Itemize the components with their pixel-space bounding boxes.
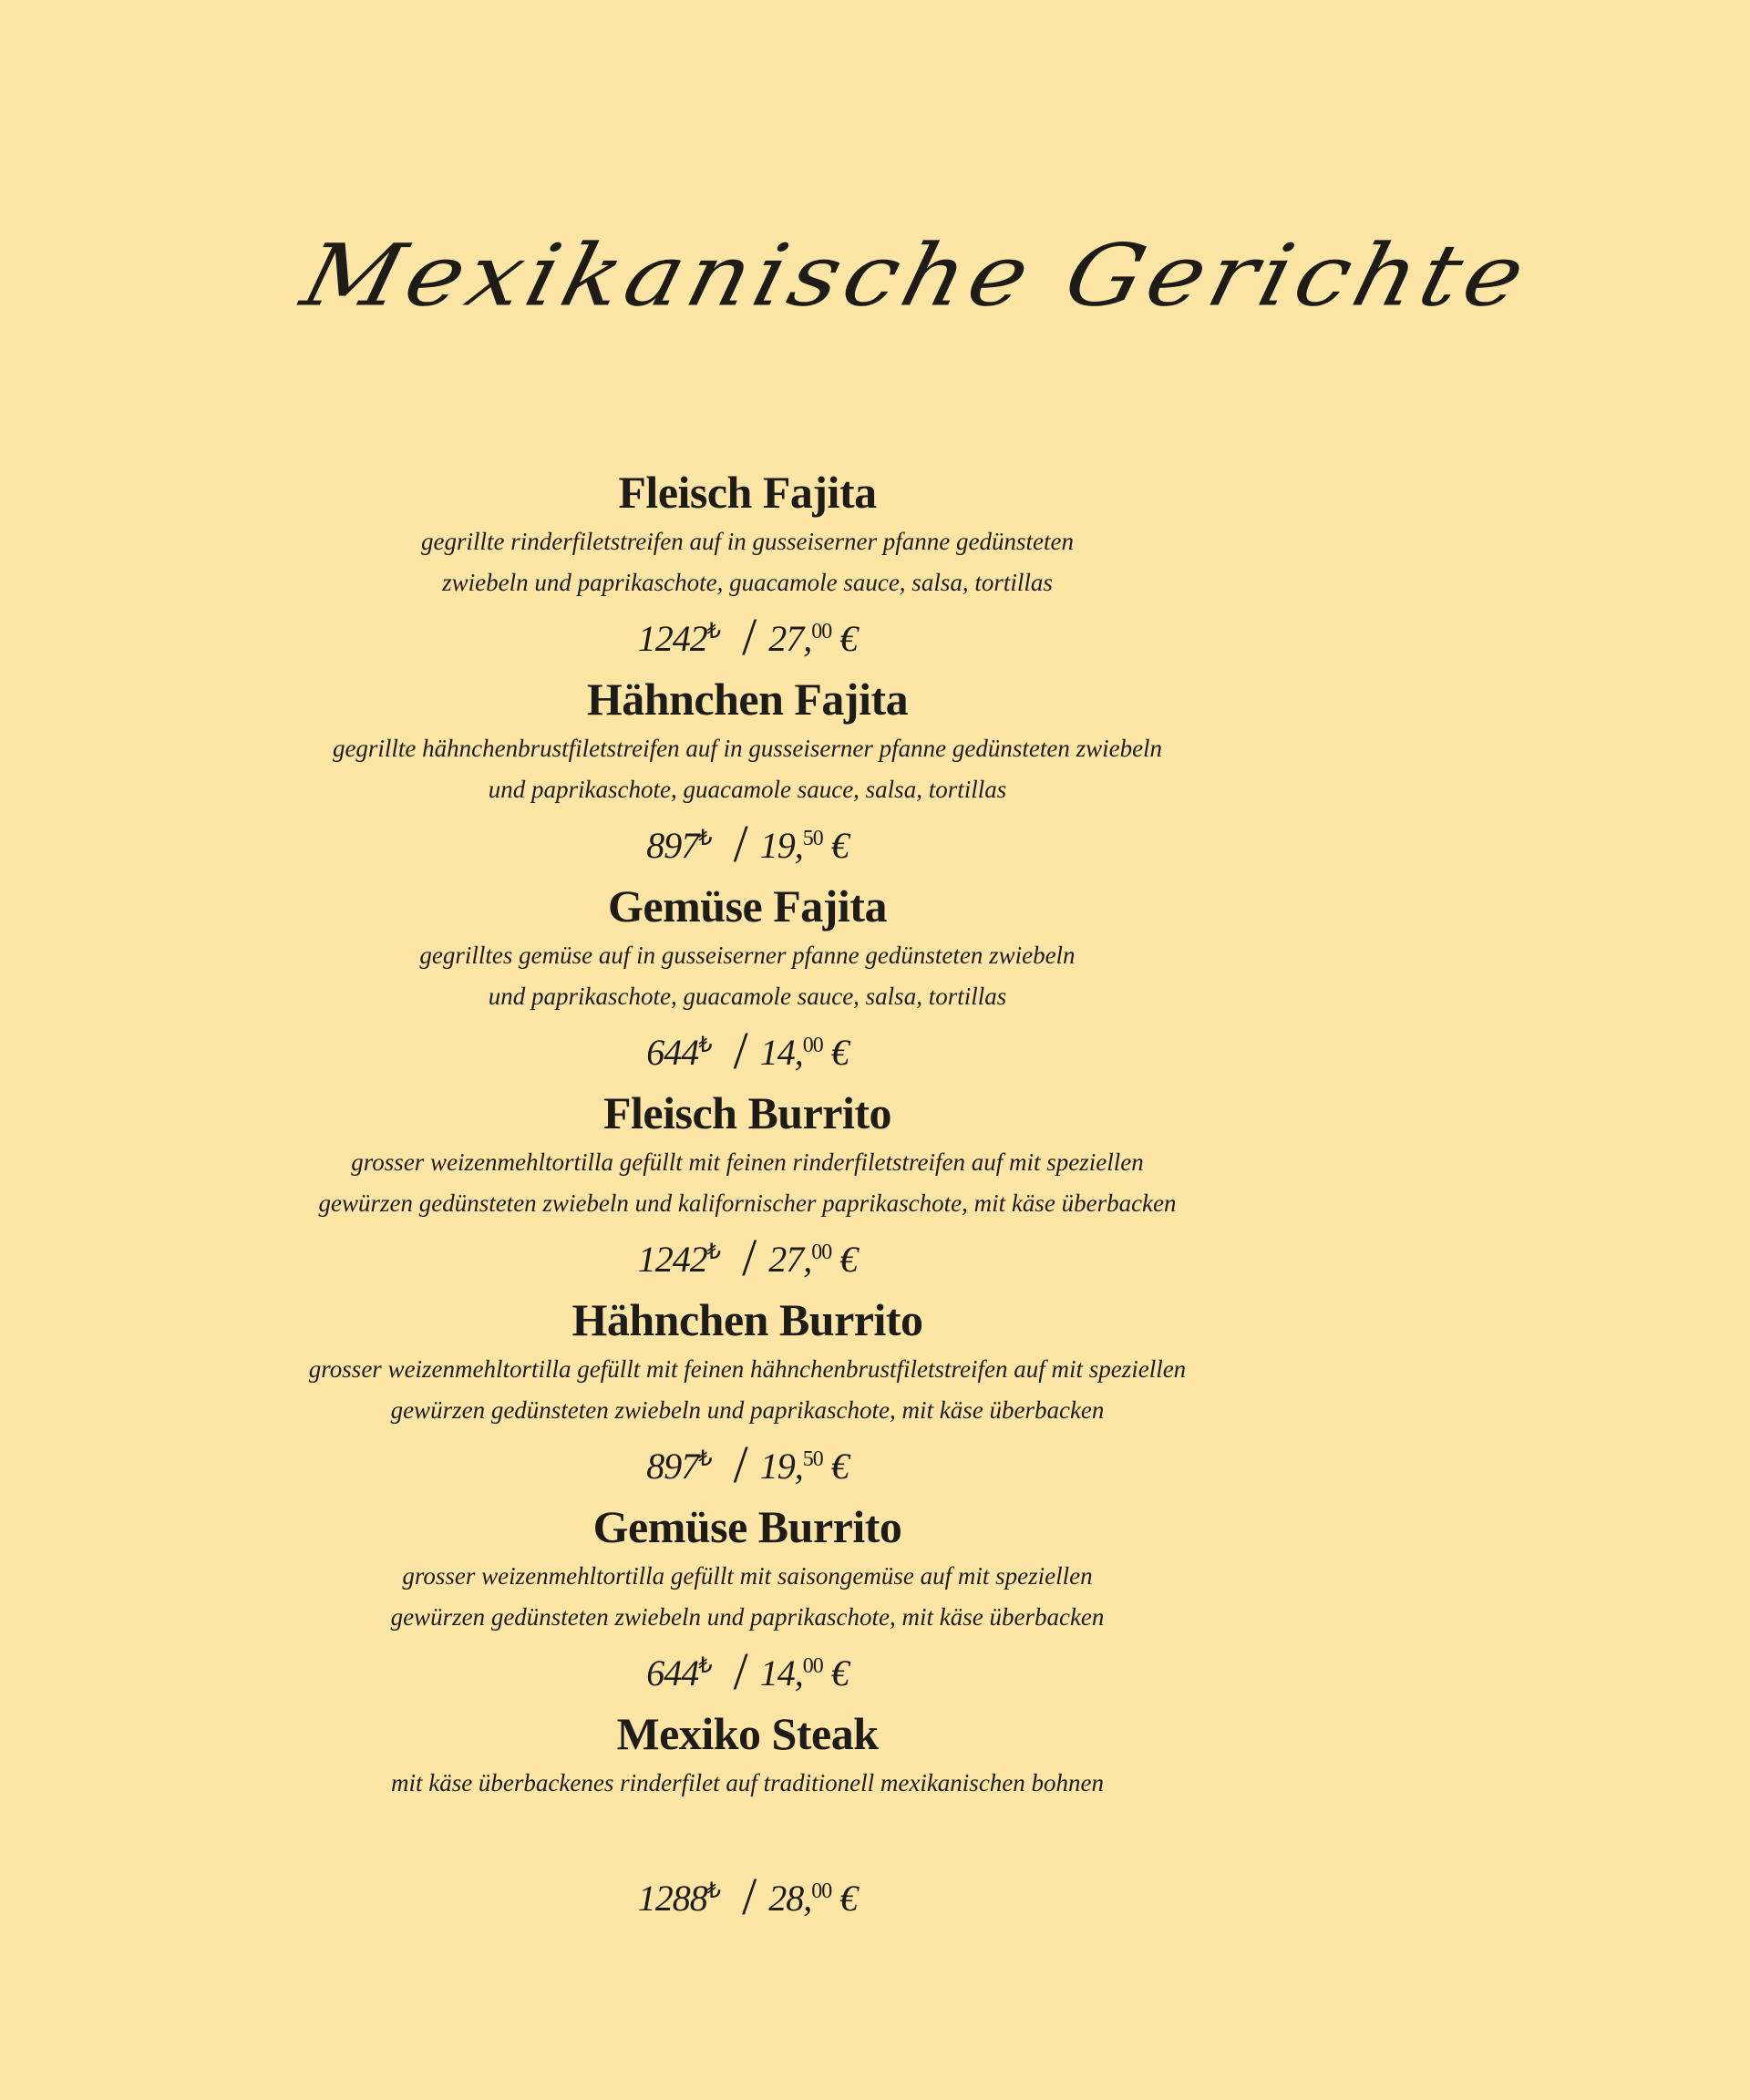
price-eur-cents: 00 bbox=[802, 1654, 823, 1678]
menu-item-haehnchen-burrito bbox=[292, 1291, 1203, 1498]
lira-symbol: ₺ bbox=[698, 827, 712, 850]
price-separator: / bbox=[733, 814, 747, 873]
price-try: 897 bbox=[646, 825, 699, 866]
price-row bbox=[292, 810, 1203, 873]
euro-symbol: € bbox=[830, 1446, 849, 1487]
price-eur: 19, bbox=[759, 1446, 803, 1487]
price-eur: 28, bbox=[768, 1878, 812, 1919]
price-separator: / bbox=[742, 1867, 757, 1926]
euro-symbol: € bbox=[839, 1239, 858, 1280]
price-eur-cents: 50 bbox=[802, 827, 823, 850]
price-row bbox=[292, 1431, 1203, 1494]
menu-item-haehnchen-fajita bbox=[292, 670, 1203, 877]
euro-symbol: € bbox=[830, 825, 849, 866]
menu-item-mexiko-steak bbox=[292, 1704, 1203, 1978]
lira-symbol: ₺ bbox=[706, 1240, 721, 1264]
price-eur-cents: 00 bbox=[811, 1879, 832, 1903]
dish-description bbox=[292, 1349, 1203, 1431]
price-eur: 27, bbox=[768, 618, 812, 659]
price-separator: / bbox=[742, 1228, 757, 1287]
dish-name: Fleisch Fajita bbox=[618, 467, 877, 518]
euro-symbol: € bbox=[830, 1032, 849, 1073]
description-line: grosser weizenmehltortilla gefüllt mit saisongemüse auf mit speziellen bbox=[402, 1562, 1093, 1590]
price-separator: / bbox=[733, 1021, 747, 1080]
description-line: gewürzen gedünsteten zwiebeln und paprikaschote, mit käse überbacken bbox=[390, 1396, 1105, 1424]
lira-symbol: ₺ bbox=[698, 1447, 712, 1471]
price-try: 644 bbox=[646, 1032, 699, 1073]
price-separator: / bbox=[733, 1435, 747, 1494]
price-eur-cents: 00 bbox=[811, 1240, 832, 1264]
menu-item-gemuese-burrito bbox=[292, 1498, 1203, 1704]
description-line: und paprikaschote, guacamole sauce, salsa, tortillas bbox=[488, 983, 1007, 1010]
price-eur-cents: 00 bbox=[802, 1034, 823, 1057]
lira-symbol: ₺ bbox=[698, 1034, 712, 1057]
price-row bbox=[292, 1017, 1203, 1080]
price-eur: 14, bbox=[759, 1652, 803, 1693]
dish-description bbox=[292, 1142, 1203, 1224]
price-separator: / bbox=[742, 607, 757, 666]
menu-list bbox=[292, 463, 1203, 1978]
dish-name: Gemüse Burrito bbox=[592, 1501, 902, 1552]
dish-description bbox=[292, 1556, 1203, 1638]
description-line: und paprikaschote, guacamole sauce, salsa, tortillas bbox=[488, 776, 1007, 803]
price-try: 897 bbox=[646, 1446, 699, 1487]
price-row bbox=[292, 1863, 1203, 1926]
price-try: 1242 bbox=[637, 1239, 707, 1280]
lira-symbol: ₺ bbox=[698, 1654, 712, 1678]
price-eur: 27, bbox=[768, 1239, 812, 1280]
price-row bbox=[292, 1224, 1203, 1287]
price-eur: 19, bbox=[759, 825, 803, 866]
price-eur: 14, bbox=[759, 1032, 803, 1073]
euro-symbol: € bbox=[839, 618, 858, 659]
description-line: gegrilltes gemüse auf in gusseiserner pfanne gedünsteten zwiebeln bbox=[419, 942, 1076, 969]
dish-name: Mexiko Steak bbox=[616, 1708, 879, 1759]
dish-name: Fleisch Burrito bbox=[602, 1087, 892, 1138]
menu-item-fleisch-fajita bbox=[292, 463, 1203, 670]
dish-description bbox=[292, 1763, 1203, 1863]
price-eur-cents: 00 bbox=[811, 620, 832, 643]
description-line: gegrillte rinderfiletstreifen auf in gusseiserner pfanne gedünsteten bbox=[421, 528, 1074, 555]
euro-symbol: € bbox=[830, 1652, 849, 1693]
price-row bbox=[292, 1638, 1203, 1701]
page-title: Mexikanische Gerichte bbox=[293, 225, 1540, 325]
dish-name: Hähnchen Burrito bbox=[571, 1294, 923, 1345]
description-line: gegrillte hähnchenbrustfiletstreifen auf in gusseiserner pfanne gedünsteten zwiebeln bbox=[332, 735, 1163, 762]
description-line: gewürzen gedünsteten zwiebeln und kalifornischer paprikaschote, mit käse überbacken bbox=[318, 1189, 1177, 1217]
price-try: 644 bbox=[646, 1652, 699, 1693]
euro-symbol: € bbox=[839, 1878, 858, 1919]
description-line: grosser weizenmehltortilla gefüllt mit feinen rinderfiletstreifen auf mit speziellen bbox=[351, 1148, 1144, 1176]
menu-item-gemuese-fajita bbox=[292, 877, 1203, 1084]
dish-description bbox=[292, 521, 1203, 603]
dish-description bbox=[292, 935, 1203, 1017]
dish-description bbox=[292, 728, 1203, 810]
lira-symbol: ₺ bbox=[706, 620, 721, 643]
price-try: 1242 bbox=[637, 618, 707, 659]
dish-name: Gemüse Fajita bbox=[608, 880, 887, 932]
description-line: mit käse überbackenes rinderfilet auf traditionell mexikanischen bohnen bbox=[390, 1769, 1105, 1796]
price-try: 1288 bbox=[637, 1878, 707, 1919]
price-separator: / bbox=[733, 1642, 747, 1701]
price-row bbox=[292, 603, 1203, 664]
description-line: gewürzen gedünsteten zwiebeln und paprikaschote, mit käse überbacken bbox=[390, 1603, 1105, 1631]
lira-symbol: ₺ bbox=[706, 1879, 721, 1903]
menu-item-fleisch-burrito bbox=[292, 1084, 1203, 1291]
dish-name: Hähnchen Fajita bbox=[586, 674, 909, 725]
description-line: grosser weizenmehltortilla gefüllt mit feinen hähnchenbrustfiletstreifen auf mit speziellen bbox=[308, 1355, 1187, 1383]
description-line: zwiebeln und paprikaschote, guacamole sauce, salsa, tortillas bbox=[442, 569, 1053, 596]
price-eur-cents: 50 bbox=[802, 1447, 823, 1471]
